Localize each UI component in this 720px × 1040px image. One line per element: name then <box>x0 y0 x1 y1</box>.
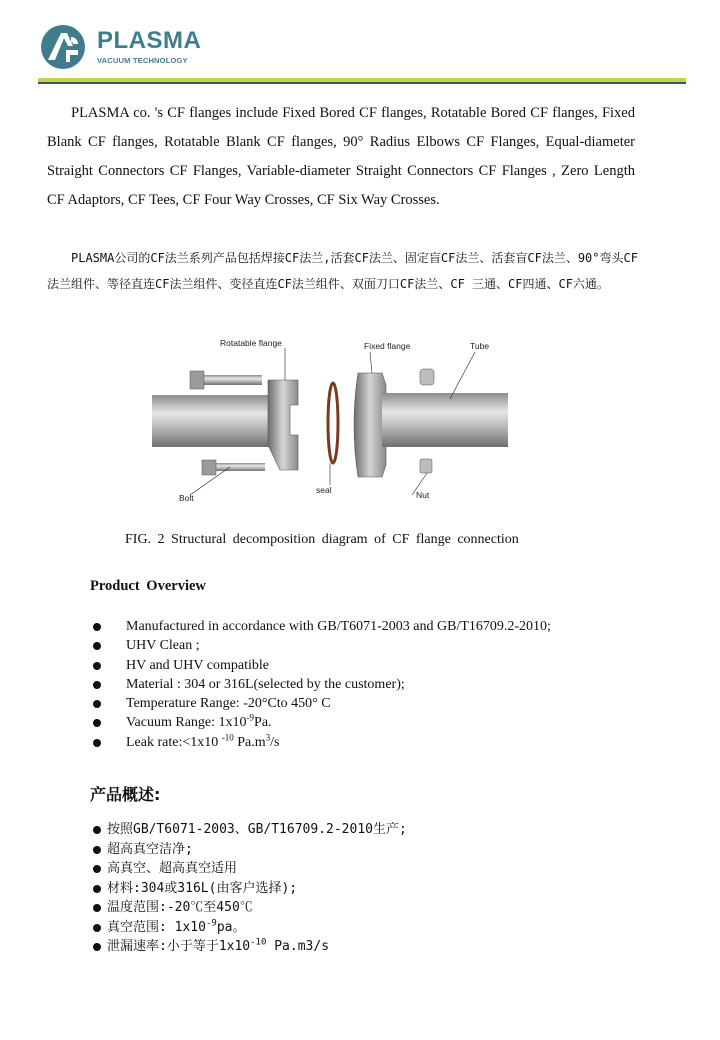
fixed-flange <box>354 373 386 477</box>
list-item: 超高真空洁净; <box>90 840 407 860</box>
list-item: Leak rate:<1x10 $^{-10}$ $Pa.m^3/s$ <box>90 733 551 752</box>
label-rotatable-flange: Rotatable flange <box>220 338 282 348</box>
bullet-icon <box>93 846 101 854</box>
bullet-icon <box>93 700 101 708</box>
list-item: UHV Clean ; <box>90 636 551 655</box>
header-divider <box>38 78 686 84</box>
list-item: 泄漏速率:小于等于$1x10^{-10}$ Pa.m3/s <box>90 937 407 957</box>
bullet-icon <box>93 943 101 951</box>
cf-flange-exploded-diagram <box>150 335 510 505</box>
list-item: 高真空、超高真空适用 <box>90 859 407 879</box>
intro-paragraph-english: PLASMA co. 's CF flanges include Fixed Bored CF flanges, Rotatable Bored CF flanges, Fixed Blank CF flanges, Rotatable Blank CF flanges, 90° Radius Elbows CF Flanges, Equal-diameter Straight Connectors CF Flanges, Variable-diameter Straight Connectors CF Flanges , Zero Length CF Adaptors, CF Tees, CF Four Way Crosses, CF Six Way Crosses. <box>47 105 635 208</box>
list-item: Vacuum Range: $1x10^{-9}Pa$. <box>90 713 551 732</box>
list-item: 按照GB/T6071-2003、GB/T16709.2-2010生产; <box>90 820 407 840</box>
bullet-icon <box>93 924 101 932</box>
list-item: Manufactured in accordance with GB/T6071-2003 and GB/T16709.2-2010; <box>90 617 551 636</box>
figure-caption: FIG. 2 Structural decomposition diagram of CF flange connection <box>125 532 519 547</box>
overview-title: Product Overview <box>90 578 206 594</box>
bullet-icon <box>93 642 101 650</box>
label-fixed-flange: Fixed flange <box>364 341 411 351</box>
label-bolt: Bolt <box>179 493 194 503</box>
bullet-icon <box>93 885 101 893</box>
overview-list-chinese <box>90 820 407 957</box>
list-item: HV and UHV compatible <box>90 656 551 675</box>
bolt-top <box>202 375 262 385</box>
bullet-icon <box>93 662 101 670</box>
brand-name: PLASMA <box>97 27 202 54</box>
bullet-icon <box>93 826 101 834</box>
label-tube: Tube <box>470 341 490 351</box>
bullet-icon <box>93 681 101 689</box>
intro-paragraph-chinese: PLASMA公司的CF法兰系列产品包括焊接CF法兰,活套CF法兰、固定盲CF法兰、活套盲CF法兰、90°弯头CF法兰组件、等径直连CF法兰组件、变径直连CF法兰组件、双面刀口CF法兰、CF 三通、CF四通、CF六通。 <box>47 251 638 291</box>
list-item: 真空范围: $1x10^{-9}pa$。 <box>90 918 407 938</box>
list-item: 温度范围:-20℃至450℃ <box>90 898 407 918</box>
seal-ring <box>328 383 338 463</box>
list-item: 材料:304或316L(由客户选择); <box>90 879 407 899</box>
right-tube <box>382 393 508 447</box>
bullet-icon <box>93 623 101 631</box>
list-item: Material : 304 or 316L(selected by the customer); <box>90 675 551 694</box>
bullet-icon <box>93 719 101 727</box>
nut-bottom <box>420 459 432 473</box>
brand-tagline: VACUUM TECHNOLOGY <box>97 56 188 65</box>
bullet-icon <box>93 739 101 747</box>
nut-top <box>420 369 434 385</box>
bullet-icon <box>93 904 101 912</box>
label-nut: Nut <box>416 490 430 500</box>
bolt-bottom <box>215 463 265 471</box>
page-header <box>0 0 720 90</box>
label-seal: seal <box>316 485 332 495</box>
overview-list <box>90 617 551 752</box>
overview-title-chinese: 产品概述: <box>90 785 161 804</box>
rotatable-flange <box>268 380 298 470</box>
bullet-icon <box>93 865 101 873</box>
list-item: Temperature Range: -20°Cto 450° C <box>90 694 551 713</box>
left-tube <box>152 395 287 447</box>
